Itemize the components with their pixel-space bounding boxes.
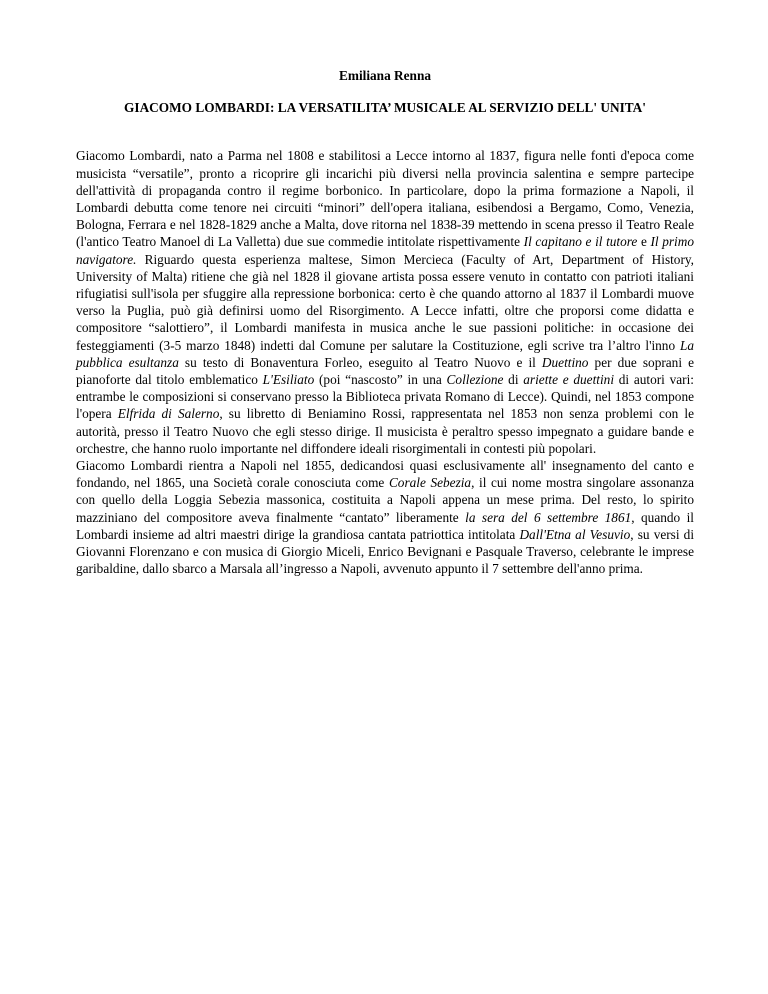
- body-text: su testo di Bonaventura Forleo, eseguito al Teatro Nuovo e il: [178, 354, 542, 370]
- italic-title-text: Dall'Etna al Vesuvio: [519, 526, 631, 542]
- body-text: , su libretto di Beniamino Rossi, rappresentata nel 1853 non senza problemi con le autorità, presso il Teatro Nuovo che egli stesso dirige. Il musicista è peraltro spesso impegnato a guidare bande e orchestre, che hanno ruolo importante nel diffondere ideali risorgimentali in contesti più popolari.: [76, 406, 694, 456]
- body-text: , quando il Lombardi insieme ad altri maestri dirige la grandiosa cantata patriottica intitolata: [76, 509, 694, 542]
- document-title: GIACOMO LOMBARDI: LA VERSATILITA’ MUSICALE AL SERVIZIO DELL' UNITA': [124, 100, 646, 116]
- italic-title-text: Corale Sebezia: [388, 475, 472, 491]
- author-name: Emiliana Renna: [339, 68, 431, 83]
- body-text: (poi “nascosto” in una: [314, 372, 447, 388]
- body-text: di: [503, 372, 524, 388]
- italic-title-text: L'Esiliato: [262, 372, 315, 388]
- italic-title-text: Il primo navigatore.: [76, 234, 694, 267]
- body-text: Giacomo Lombardi rientra a Napoli nel 1855, dedicandosi quasi esclusivamente all' insegnamento del canto e fondando, nel 1865, una Società corale conosciuta come: [76, 458, 694, 491]
- document-page: [76, 64, 694, 577]
- italic-title-text: Il capitano e il tutore: [523, 234, 638, 250]
- body-text: Riguardo questa esperienza maltese, Simon Mercieca (Faculty of Art, Department of History, University of Malta) ritiene che già nel 1828 il giovane artista possa essere venuto in contatto con patrioti italiani rifugiatisi sull'isola per sfuggire alla repressione borbonica: certo è che quando attorno al 1837 il Lombardi muove verso la Puglia, può già definirsi uomo del Risorgimento. A Lecce infatti, oltre che proporsi come didatta e compositore “salottiero”, il Lombardi manifesta in musica anche le sue passioni politiche: in occasione dei festeggiamenti (3-5 marzo 1848) indetti dal Comune per salutare la Costituzione, egli scrive tra l’altro l'inno: [76, 251, 694, 353]
- italic-title-text: Duettino: [541, 354, 589, 370]
- italic-title-text: La pubblica esultanza: [76, 337, 694, 370]
- body-text: di autori vari: entrambe le composizioni si conservano presso la Biblioteca privata Romano di Lecce). Quindi, nel 1853 compone l'opera: [76, 372, 694, 422]
- italic-title-text: ariette e duettini: [523, 372, 615, 388]
- body-text: e: [637, 234, 651, 250]
- document-body: [76, 147, 694, 577]
- paragraph-2: [76, 457, 694, 577]
- body-text: , il cui nome mostra singolare assonanza con quello della Loggia Sebezia massonica, costituita a Napoli appena un mese prima. Del resto, lo spirito mazziniano del compositore aveva finalmente “cantato” liberamente: [76, 475, 694, 525]
- body-text: per due soprani e pianoforte dal titolo emblematico: [76, 354, 694, 388]
- italic-title-text: Collezione: [446, 372, 504, 388]
- italic-title-text: la sera del 6 settembre 1861: [465, 509, 632, 525]
- body-text: Giacomo Lombardi, nato a Parma nel 1808 e stabilitosi a Lecce intorno al 1837, figura nelle fonti d'epoca come musicista “versatile”, pronto a ricoprire gli incarichi più diversi nella provincia salentina e sempre partecipe dell'attività di propaganda contro il regime borbonico. In particolare, dopo la prima formazione a Napoli, il Lombardi debutta come tenore nei circuiti “minori” dell'opera italiana, esibendosi a Bergamo, Como, Venezia, Bologna, Ferrara e nel 1828-1829 anche a Malta, dove ritorna nel 1838-39 mettendo in scena presso il Teatro Reale (l'antico Teatro Manoel di La Valletta) due sue commedie intitolate rispettivamente: [76, 148, 694, 250]
- paragraph-1: [76, 147, 694, 457]
- italic-title-text: Elfrida di Salerno: [117, 406, 220, 422]
- body-text: , su versi di Giovanni Florenzano e con musica di Giorgio Miceli, Enrico Bevignani e Pasquale Traverso, celebrante le imprese garibaldine, dallo sbarco a Marsala all’ingresso a Napoli, avvenuto appunto il 7 settembre dell'anno prima.: [76, 526, 695, 577]
